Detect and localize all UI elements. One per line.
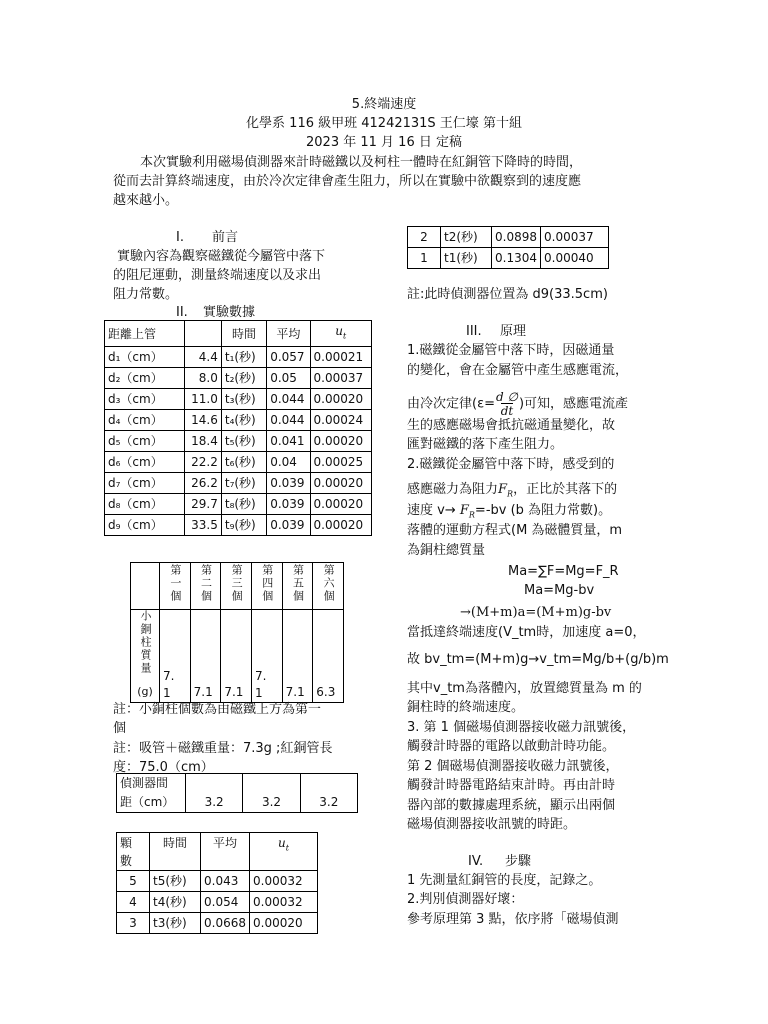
principle-line: 第 2 個磁場偵測器接收磁力訊號後， (407, 759, 619, 774)
header-time: 時間 (150, 833, 201, 871)
uncertainty-cell: 0.00020 (310, 431, 372, 452)
time-label-cell: t₅(秒) (221, 431, 266, 452)
uncertainty-cell: 0.00032 (250, 871, 318, 892)
step-line: 參考原理第 3 點，依序將「磁場偵測 (407, 912, 619, 927)
document-title: 5.終端速度 (351, 97, 417, 112)
table-row (408, 248, 609, 269)
mass-value-6: 6.3 (313, 610, 344, 703)
header-ut: $u_t$ (250, 833, 318, 871)
time-label-cell: t₆(秒) (221, 452, 266, 473)
uncertainty-cell: 0.00020 (310, 389, 372, 410)
uncertainty-cell: 0.00037 (541, 227, 609, 248)
distance-value-cell: 22.2 (184, 452, 221, 473)
uncertainty-cell: 0.00032 (250, 892, 318, 913)
section-3-number: III. (466, 324, 482, 339)
time-label-cell: t₃(秒) (221, 389, 266, 410)
count-cell: 2 (408, 227, 441, 248)
principle-line: 落體的運動方程式(M 為磁體質量，m (407, 523, 623, 538)
average-cell: 0.044 (267, 410, 310, 431)
time-label-cell: t2(秒) (441, 227, 492, 248)
average-cell: 0.039 (267, 473, 310, 494)
average-cell: 0.057 (267, 347, 310, 368)
note-copper-order-cont: 個 (113, 721, 127, 736)
average-cell: 0.043 (201, 871, 250, 892)
detector-spacing-table (116, 773, 358, 813)
distance-cell: d₆（cm） (105, 452, 185, 473)
table-row (105, 431, 372, 452)
col-head-4: 第四個 (260, 564, 274, 603)
table-row (105, 368, 372, 389)
intro-line-2: 從而去計算終端速度，由於冷次定律會產生阻力，所以在實驗中欲觀察到的速度應 (113, 174, 582, 189)
col-head-5: 第五個 (291, 564, 305, 603)
section-1-text-1: 實驗內容為觀察磁鐵從今屬管中落下 (117, 249, 326, 264)
average-cell: 0.039 (267, 494, 310, 515)
mass-value-4: 7. 1 (251, 610, 282, 703)
table-row (117, 871, 318, 892)
time-label-cell: t5(秒) (150, 871, 201, 892)
count-cell: 3 (117, 913, 150, 934)
note-copper-order: 註：小銅柱個數為由磁鐵上方為第一 (113, 702, 322, 717)
step-line: 1 先測量紅銅管的長度，記錄之。 (407, 873, 602, 888)
principle-line-lenz (407, 390, 628, 418)
header-time: 時間 (221, 321, 266, 347)
principle-text: 感應磁力為阻力 (407, 482, 499, 497)
intro-line-1: 本次實驗利用磁場偵測器來計時磁鐵以及柯柱一體時在紅銅管下降時的時間， (140, 155, 583, 170)
distance-value-cell: 14.6 (184, 410, 221, 431)
uncertainty-cell: 0.00037 (310, 368, 372, 389)
table-row (105, 452, 372, 473)
section-4-title: 步驟 (505, 854, 532, 869)
uncertainty-cell: 0.00020 (310, 515, 372, 536)
mass-unit: (g) (137, 685, 153, 698)
principle-line: 器內部的數據處理系統，顯示出兩個 (407, 798, 616, 813)
average-cell: 0.0668 (201, 913, 250, 934)
mass-row-head: 小銅柱質量 (139, 610, 152, 675)
spacing-value: 3.2 (243, 774, 300, 813)
section-2-number: II. (176, 305, 188, 320)
mass-value-2: 7.1 (190, 610, 221, 703)
time-label-cell: t4(秒) (150, 892, 201, 913)
distance-cell: d₄（cm） (105, 410, 185, 431)
section-1-text-2: 的阻尼運動，測量終端速度以及求出 (113, 268, 322, 283)
author-line: 化學系 116 級甲班 41242131S 王仁壕 第十組 (246, 116, 522, 131)
distance-cell: d₃（cm） (105, 389, 185, 410)
table-row (105, 515, 372, 536)
uncertainty-cell: 0.00025 (310, 452, 372, 473)
table-row (117, 913, 318, 934)
spacing-label-line-2: 距（cm） (120, 795, 175, 809)
time-label-cell: t₁(秒) (221, 347, 266, 368)
principle-text: 由冷次定律(ε= (407, 396, 495, 412)
time-label-cell: t₄(秒) (221, 410, 266, 431)
distance-cell: d₁（cm） (105, 347, 185, 368)
section-2-title: 實驗數據 (203, 305, 256, 320)
uncertainty-cell: 0.00020 (250, 913, 318, 934)
table-row (117, 892, 318, 913)
lenz-fraction: $\frac{d \emptyset}{dt}$ (496, 390, 518, 418)
principle-line-velocity: 速度 $v\to F_R=-bv$ (b 為阻力常數)。 (407, 503, 612, 520)
terminal-velocity-equation: 故 bv_tm=(M+m)g→v_tm=Mg/b+(g/b)m (407, 652, 669, 667)
blank-corner (131, 563, 160, 610)
distance-cell: d₉（cm） (105, 515, 185, 536)
average-cell: 0.044 (267, 389, 310, 410)
table-row (105, 347, 372, 368)
average-cell: 0.04 (267, 452, 310, 473)
time-label-cell: t3(秒) (150, 913, 201, 934)
count-time-table-continued (407, 226, 609, 269)
principle-text: ，正比於其落下的 (513, 482, 618, 497)
detector-position-note: 註:此時偵測器位置為 d9(33.5cm) (407, 287, 608, 302)
section-1-number: I. (176, 230, 184, 245)
distance-cell: d₂（cm） (105, 368, 185, 389)
distance-value-cell: 26.2 (184, 473, 221, 494)
step-line: 2.判別偵測器好壞： (407, 892, 524, 907)
mass-value-3: 7.1 (221, 610, 252, 703)
spacing-value: 3.2 (300, 774, 357, 813)
time-label-cell: t₈(秒) (221, 494, 266, 515)
table-row (105, 494, 372, 515)
date-line: 2023 年 11 月 16 日 定稿 (306, 135, 462, 150)
header-value (184, 321, 221, 347)
col-head-6: 第六個 (322, 564, 336, 603)
average-cell: 0.041 (267, 431, 310, 452)
header-average: 平均 (201, 833, 250, 871)
distance-value-cell: 18.4 (184, 431, 221, 452)
col-head-1: 第一個 (168, 564, 182, 603)
mass-value-1: 7. 1 (160, 610, 191, 703)
distance-cell: d₅（cm） (105, 431, 185, 452)
table-row (408, 227, 609, 248)
principle-line: 其中v_tm為落體內，放置總質量為 m 的 (407, 681, 642, 696)
note-weight: 註：吸管＋磁鐵重量：7.3g ;紅銅管長 (113, 741, 333, 756)
distance-time-table (104, 320, 372, 536)
col-head-3: 第三個 (230, 564, 244, 603)
section-3-title: 原理 (500, 324, 527, 339)
count-cell: 4 (117, 892, 150, 913)
principle-line: 2.磁鐵從金屬管中落下時，感受到的 (407, 457, 615, 472)
distance-value-cell: 29.7 (184, 494, 221, 515)
principle-line: 觸發計時器的電路以啟動計時功能。 (407, 739, 616, 754)
uncertainty-cell: 0.00020 (310, 494, 372, 515)
equation-1: Ma=∑F=Mg=F_R (508, 564, 619, 579)
principle-line: 生的感應磁場會抵抗磁通量變化，故 (407, 418, 616, 433)
average-cell: 0.1304 (492, 248, 541, 269)
principle-text: =-bv (b 為阻力常數)。 (474, 503, 612, 518)
table-row (105, 410, 372, 431)
distance-value-cell: 8.0 (184, 368, 221, 389)
spacing-value: 3.2 (186, 774, 243, 813)
spacing-label-line-1: 偵測器間 (120, 776, 169, 790)
principle-line: 1.磁鐵從金屬管中落下時，因磁通量 (407, 343, 615, 358)
principle-line-drag: 感應磁力為阻力$F_R$，正比於其落下的 (407, 482, 618, 499)
count-cell: 1 (408, 248, 441, 269)
distance-cell: d₈（cm） (105, 494, 185, 515)
principle-line: 為銅柱總質量 (407, 543, 486, 558)
header-distance: 距離上管 (105, 321, 185, 347)
average-cell: 0.0898 (492, 227, 541, 248)
table-row (105, 389, 372, 410)
principle-line: 磁場偵測器接收訊號的時距。 (407, 817, 577, 832)
average-cell: 0.054 (201, 892, 250, 913)
mass-value-5: 7.1 (282, 610, 313, 703)
distance-value-cell: 33.5 (184, 515, 221, 536)
principle-line: 當抵達終端速度(V_tm時，加速度 a=0， (407, 625, 646, 640)
uncertainty-cell: 0.00024 (310, 410, 372, 431)
time-label-cell: t₂(秒) (221, 368, 266, 389)
intro-line-3: 越來越小。 (113, 193, 179, 208)
note-weight-cont: 度：75.0（cm） (113, 760, 214, 775)
header-count: 顆 數 (117, 833, 150, 871)
section-4-number: IV. (468, 854, 484, 869)
distance-value-cell: 11.0 (184, 389, 221, 410)
principle-line: 匯對磁鐵的落下產生阻力。 (407, 437, 564, 452)
time-label-cell: t₉(秒) (221, 515, 266, 536)
uncertainty-cell: 0.00040 (541, 248, 609, 269)
header-ut: $u_t$ (310, 321, 372, 347)
time-label-cell: t1(秒) (441, 248, 492, 269)
uncertainty-cell: 0.00020 (310, 473, 372, 494)
principle-line: 觸發計時器電路結束計時。再由計時 (407, 778, 616, 793)
average-cell: 0.039 (267, 515, 310, 536)
count-cell: 5 (117, 871, 150, 892)
principle-line: 的變化，會在金屬管中產生感應電流， (407, 363, 629, 378)
distance-value-cell: 4.4 (184, 347, 221, 368)
equation-3: →(M+m)a=(M+m)g-bv (460, 605, 612, 620)
average-cell: 0.05 (267, 368, 310, 389)
col-head-2: 第二個 (199, 564, 213, 603)
section-1-title: 前言 (212, 230, 239, 245)
table-row (105, 473, 372, 494)
uncertainty-cell: 0.00021 (310, 347, 372, 368)
principle-text: 速度 v→ (407, 503, 456, 518)
header-average: 平均 (267, 321, 310, 347)
principle-text: )可知，感應電流產 (518, 396, 629, 412)
count-time-table (116, 832, 318, 934)
time-label-cell: t₇(秒) (221, 473, 266, 494)
principle-line: 銅柱時的終端速度。 (407, 700, 525, 715)
principle-line: 3. 第 1 個磁場偵測器接收磁力訊號後， (407, 720, 636, 735)
spacing-label (117, 774, 186, 813)
section-1-text-3: 阻力常數。 (113, 287, 179, 302)
copper-mass-table (130, 562, 344, 703)
equation-2: Ma=Mg-bv (524, 583, 595, 598)
distance-cell: d₇（cm） (105, 473, 185, 494)
